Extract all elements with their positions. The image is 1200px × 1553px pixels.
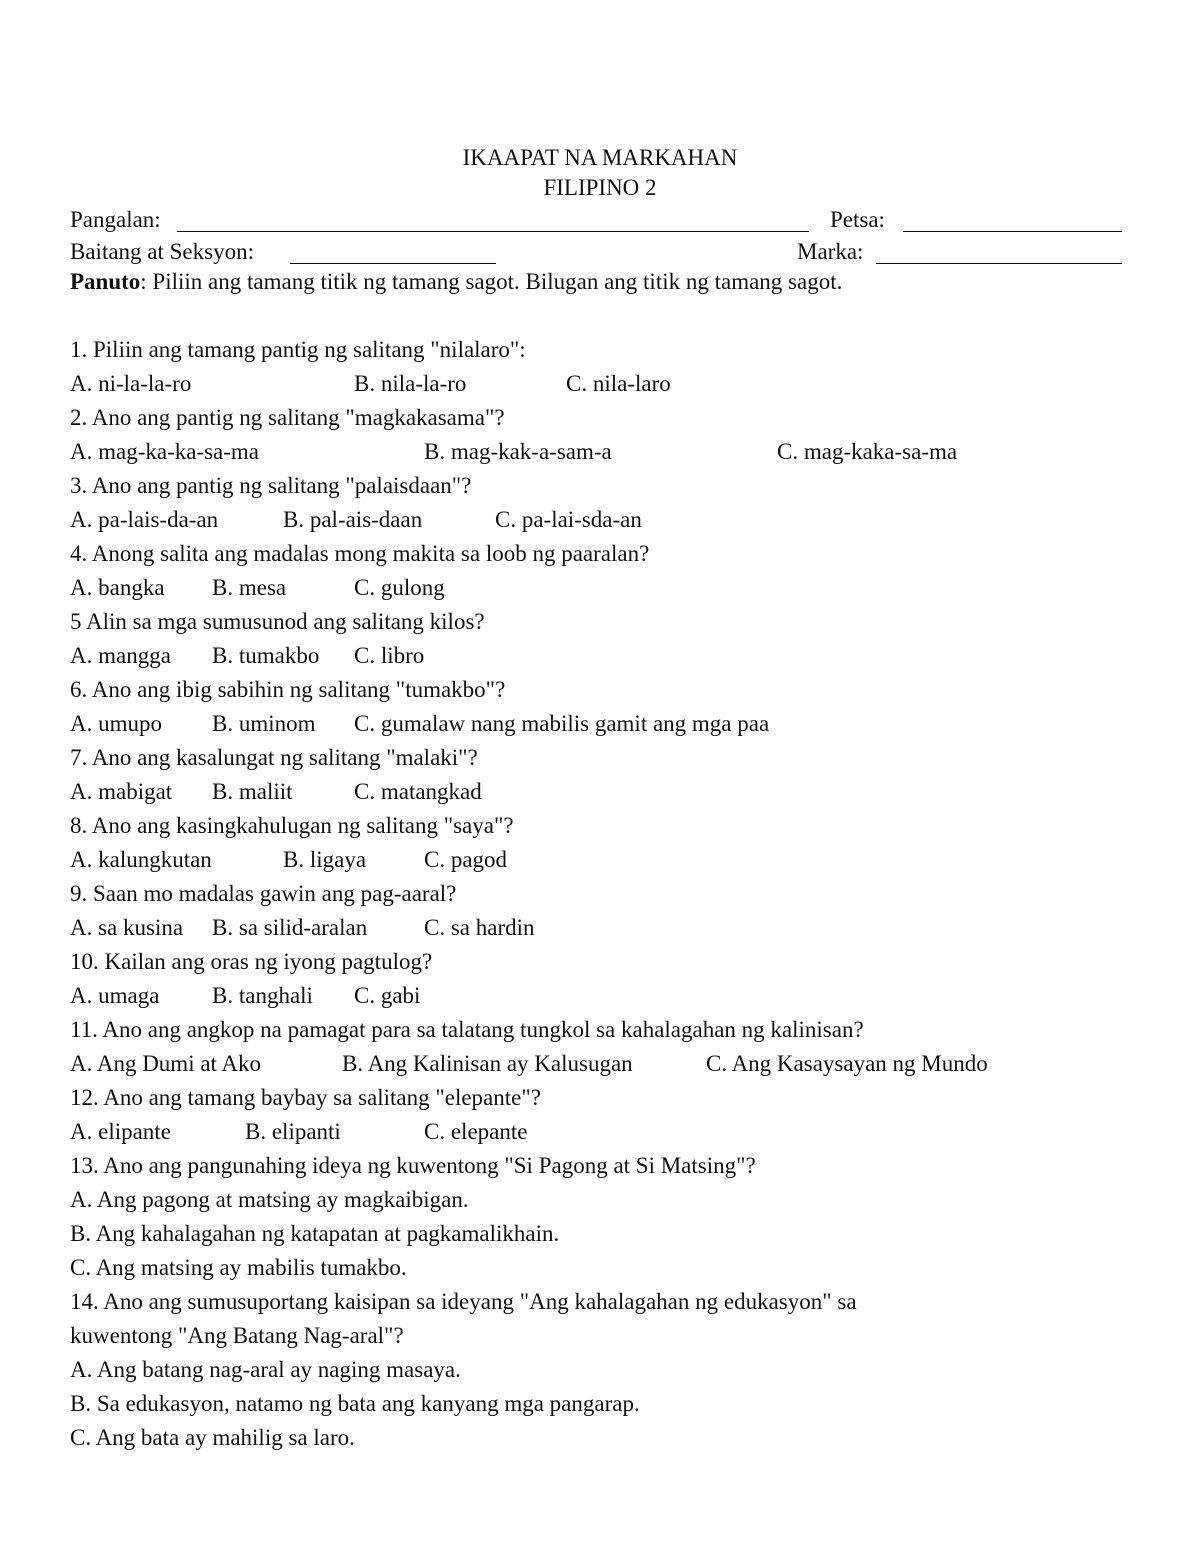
q13-choice-c[interactable]: C. Ang matsing ay mabilis tumakbo. bbox=[70, 1255, 407, 1280]
q7-choice-b[interactable]: B. maliit bbox=[212, 779, 293, 804]
question-1: 1. Piliin ang tamang pantig ng salitang "nilalaro": bbox=[70, 337, 526, 362]
instructions bbox=[70, 268, 842, 296]
q14-choice-c[interactable]: C. Ang bata ay mahilig sa laro. bbox=[70, 1425, 355, 1450]
q5-choice-b[interactable]: B. tumakbo bbox=[212, 643, 320, 668]
grade-section-blank[interactable] bbox=[290, 263, 496, 264]
q3-choice-b[interactable]: B. pal-ais-daan bbox=[283, 507, 423, 532]
q11-choice-c[interactable]: C. Ang Kasaysayan ng Mundo bbox=[706, 1051, 988, 1076]
date-blank[interactable] bbox=[903, 231, 1122, 232]
q1-choice-c[interactable]: C. nila-laro bbox=[566, 371, 671, 396]
q8-choice-a[interactable]: A. kalungkutan bbox=[70, 847, 212, 872]
question-9: 9. Saan mo madalas gawin ang pag-aaral? bbox=[70, 881, 457, 906]
question-3: 3. Ano ang pantig ng salitang "palaisdaan"? bbox=[70, 473, 472, 498]
question-4: 4. Anong salita ang madalas mong makita sa loob ng paaralan? bbox=[70, 541, 650, 566]
q7-choice-c[interactable]: C. matangkad bbox=[354, 779, 482, 804]
q9-choice-b[interactable]: B. sa silid-aralan bbox=[212, 915, 368, 940]
instructions-label: Panuto bbox=[70, 269, 141, 294]
q7-choice-a[interactable]: A. mabigat bbox=[70, 779, 173, 804]
q10-choice-b[interactable]: B. tanghali bbox=[212, 983, 313, 1008]
q5-choice-c[interactable]: C. libro bbox=[354, 643, 425, 668]
question-12: 12. Ano ang tamang baybay sa salitang "elepante"? bbox=[70, 1085, 541, 1110]
q9-choice-c[interactable]: C. sa hardin bbox=[424, 915, 535, 940]
q2-choice-b[interactable]: B. mag-kak-a-sam-a bbox=[424, 439, 612, 464]
q14-choice-a[interactable]: A. Ang batang nag-aral ay naging masaya. bbox=[70, 1357, 461, 1382]
name-label: Pangalan: bbox=[70, 207, 161, 232]
q12-choice-a[interactable]: A. elipante bbox=[70, 1119, 171, 1144]
question-14: 14. Ano ang sumusuportang kaisipan sa ideyang "Ang kahalagahan ng edukasyon" sa bbox=[70, 1289, 857, 1314]
name-blank[interactable] bbox=[177, 231, 809, 232]
q3-choice-c[interactable]: C. pa-lai-sda-an bbox=[495, 507, 642, 532]
q6-choice-c[interactable]: C. gumalaw nang mabilis gamit ang mga paa bbox=[354, 711, 770, 736]
q4-choice-b[interactable]: B. mesa bbox=[212, 575, 287, 600]
question-5: 5 Alin sa mga sumusunod ang salitang kilos? bbox=[70, 609, 485, 634]
q12-choice-c[interactable]: C. elepante bbox=[424, 1119, 528, 1144]
q8-choice-c[interactable]: C. pagod bbox=[424, 847, 508, 872]
exam-subject: FILIPINO 2 bbox=[543, 175, 657, 200]
q10-choice-c[interactable]: C. gabi bbox=[354, 983, 421, 1008]
score-blank[interactable] bbox=[876, 263, 1122, 264]
q12-choice-b[interactable]: B. elipanti bbox=[245, 1119, 341, 1144]
q8-choice-b[interactable]: B. ligaya bbox=[283, 847, 367, 872]
q3-choice-a[interactable]: A. pa-lais-da-an bbox=[70, 507, 219, 532]
q6-choice-b[interactable]: B. uminom bbox=[212, 711, 316, 736]
q9-choice-a[interactable]: A. sa kusina bbox=[70, 915, 184, 940]
q14-choice-b[interactable]: B. Sa edukasyon, natamo ng bata ang kanyang mga pangarap. bbox=[70, 1391, 640, 1416]
q4-choice-c[interactable]: C. gulong bbox=[354, 575, 445, 600]
q2-choice-a[interactable]: A. mag-ka-ka-sa-ma bbox=[70, 439, 260, 464]
q1-choice-b[interactable]: B. nila-la-ro bbox=[354, 371, 467, 396]
question-14-continued: kuwentong "Ang Batang Nag-aral"? bbox=[70, 1323, 404, 1348]
grade-section-label: Baitang at Seksyon: bbox=[70, 239, 254, 264]
score-label: Marka: bbox=[797, 239, 864, 264]
question-11: 11. Ano ang angkop na pamagat para sa talatang tungkol sa kahalagahan ng kalinisan? bbox=[70, 1017, 864, 1042]
q13-choice-a[interactable]: A. Ang pagong at matsing ay magkaibigan. bbox=[70, 1187, 469, 1212]
q2-choice-c[interactable]: C. mag-kaka-sa-ma bbox=[777, 439, 958, 464]
q5-choice-a[interactable]: A. mangga bbox=[70, 643, 171, 668]
q13-choice-b[interactable]: B. Ang kahalagahan ng katapatan at pagkamalikhain. bbox=[70, 1221, 560, 1246]
question-10: 10. Kailan ang oras ng iyong pagtulog? bbox=[70, 949, 433, 974]
question-13: 13. Ano ang pangunahing ideya ng kuwentong "Si Pagong at Si Matsing"? bbox=[70, 1153, 756, 1178]
q4-choice-a[interactable]: A. bangka bbox=[70, 575, 165, 600]
exam-title: IKAAPAT NA MARKAHAN bbox=[462, 145, 738, 170]
q6-choice-a[interactable]: A. umupo bbox=[70, 711, 162, 736]
question-6: 6. Ano ang ibig sabihin ng salitang "tumakbo"? bbox=[70, 677, 506, 702]
question-7: 7. Ano ang kasalungat ng salitang "malaki"? bbox=[70, 745, 478, 770]
question-2: 2. Ano ang pantig ng salitang "magkakasama"? bbox=[70, 405, 505, 430]
q11-choice-b[interactable]: B. Ang Kalinisan ay Kalusugan bbox=[342, 1051, 633, 1076]
instructions-text: : Piliin ang tamang titik ng tamang sagot. Bilugan ang titik ng tamang sagot. bbox=[140, 269, 843, 294]
q10-choice-a[interactable]: A. umaga bbox=[70, 983, 160, 1008]
q11-choice-a[interactable]: A. Ang Dumi at Ako bbox=[70, 1051, 262, 1076]
question-8: 8. Ano ang kasingkahulugan ng salitang "saya"? bbox=[70, 813, 514, 838]
q1-choice-a[interactable]: A. ni-la-la-ro bbox=[70, 371, 192, 396]
date-label: Petsa: bbox=[830, 207, 885, 232]
